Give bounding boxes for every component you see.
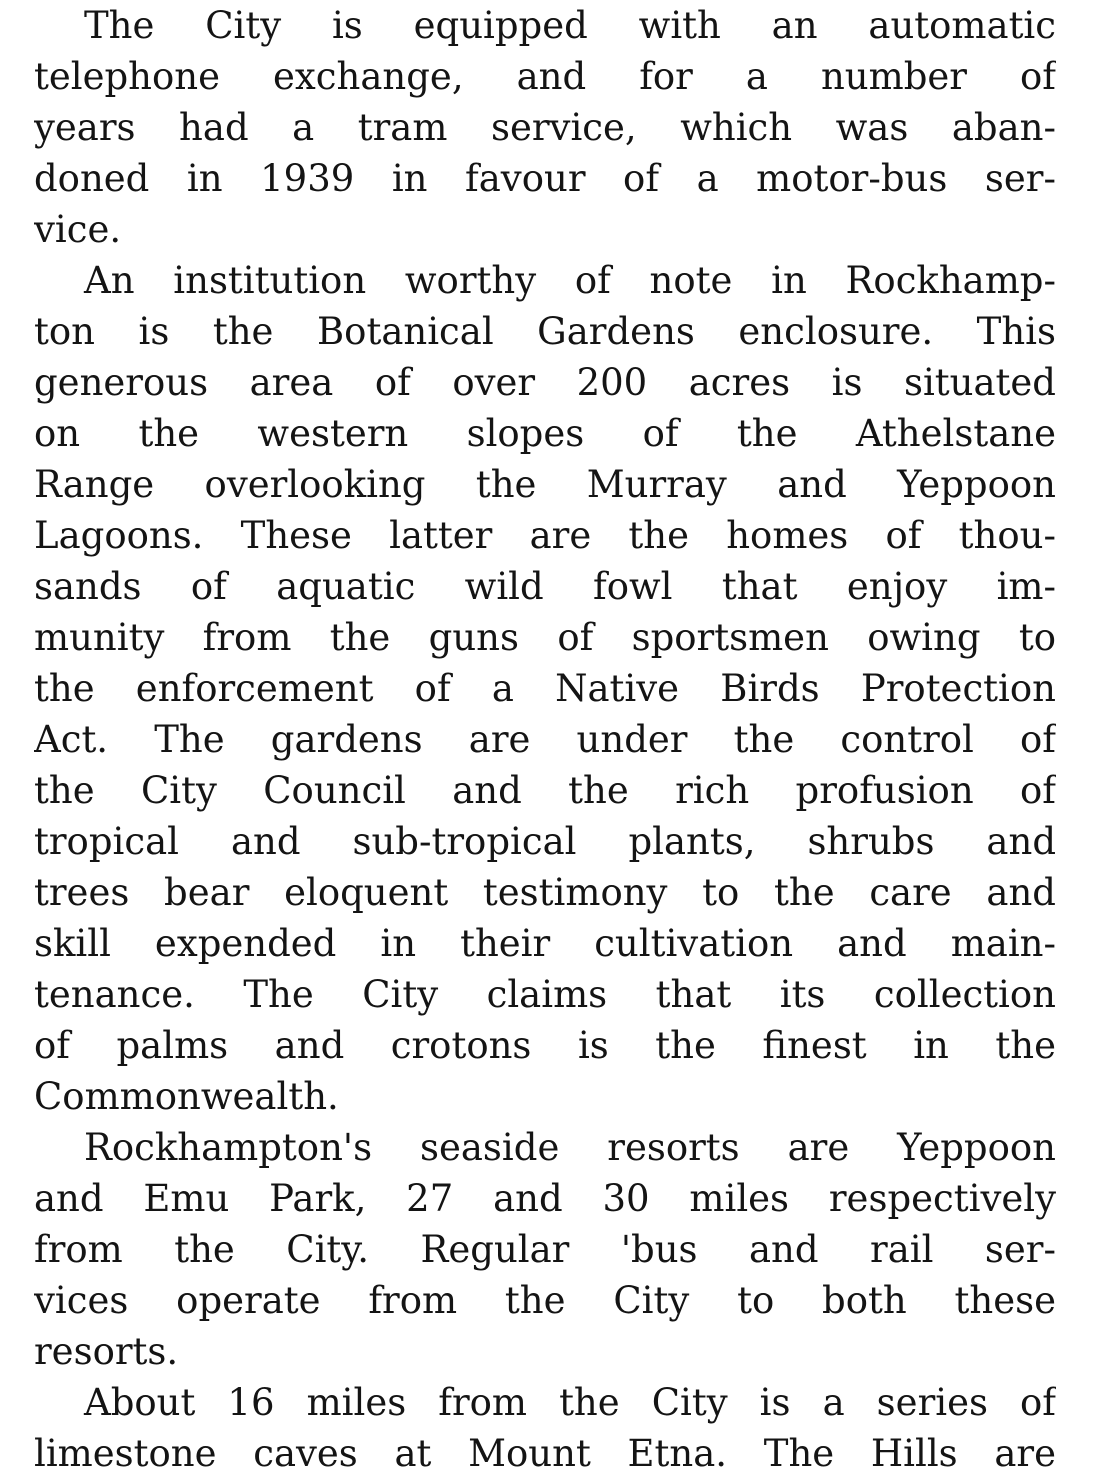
paragraph-botanical-gardens <box>34 255 1056 1122</box>
text-line: ton is the Botanical Gardens enclosure. This <box>34 310 1056 353</box>
text-line: of palms and crotons is the finest in the <box>34 1024 1056 1067</box>
text-line: skill expended in their cultivation and main- <box>34 922 1056 965</box>
text-line: resorts. <box>34 1330 179 1373</box>
text-line: the enforcement of a Native Birds Protection <box>34 667 1056 710</box>
text-line: doned in 1939 in favour of a motor-bus ser- <box>34 157 1056 200</box>
text-line: generous area of over 200 acres is situated <box>34 361 1056 404</box>
text-line: Act. The gardens are under the control of <box>34 718 1056 761</box>
text-line: limestone caves at Mount Etna. The Hills are <box>34 1432 1056 1471</box>
paragraph-limestone-caves <box>34 1377 1056 1471</box>
text-line: munity from the guns of sportsmen owing to <box>34 616 1056 659</box>
text-line: sands of aquatic wild fowl that enjoy im- <box>34 565 1056 608</box>
text-line: An institution worthy of note in Rockhamp- <box>84 259 1056 302</box>
text-line: trees bear eloquent testimony to the care and <box>34 871 1056 914</box>
text-line: and Emu Park, 27 and 30 miles respectively <box>34 1177 1056 1220</box>
text-line: Lagoons. These latter are the homes of thou- <box>34 514 1056 557</box>
text-line: the City Council and the rich profusion of <box>34 769 1056 812</box>
text-line: Range overlooking the Murray and Yeppoon <box>34 463 1056 506</box>
document-page <box>34 0 1056 1471</box>
text-line: vice. <box>34 208 122 251</box>
text-line: Rockhampton's seaside resorts are Yeppoon <box>84 1126 1056 1169</box>
paragraph-telephone-tram <box>34 0 1056 255</box>
text-line: telephone exchange, and for a number of <box>34 55 1056 98</box>
text-line: years had a tram service, which was aban- <box>34 106 1056 149</box>
text-line: Commonwealth. <box>34 1075 339 1118</box>
paragraph-seaside-resorts <box>34 1122 1056 1377</box>
text-line: vices operate from the City to both these <box>34 1279 1056 1322</box>
text-line: tenance. The City claims that its collection <box>34 973 1056 1016</box>
text-line: tropical and sub-tropical plants, shrubs and <box>34 820 1056 863</box>
text-line: The City is equipped with an automatic <box>84 4 1056 47</box>
text-line: About 16 miles from the City is a series of <box>84 1381 1056 1424</box>
text-line: from the City. Regular 'bus and rail ser- <box>34 1228 1056 1271</box>
text-line: on the western slopes of the Athelstane <box>34 412 1056 455</box>
